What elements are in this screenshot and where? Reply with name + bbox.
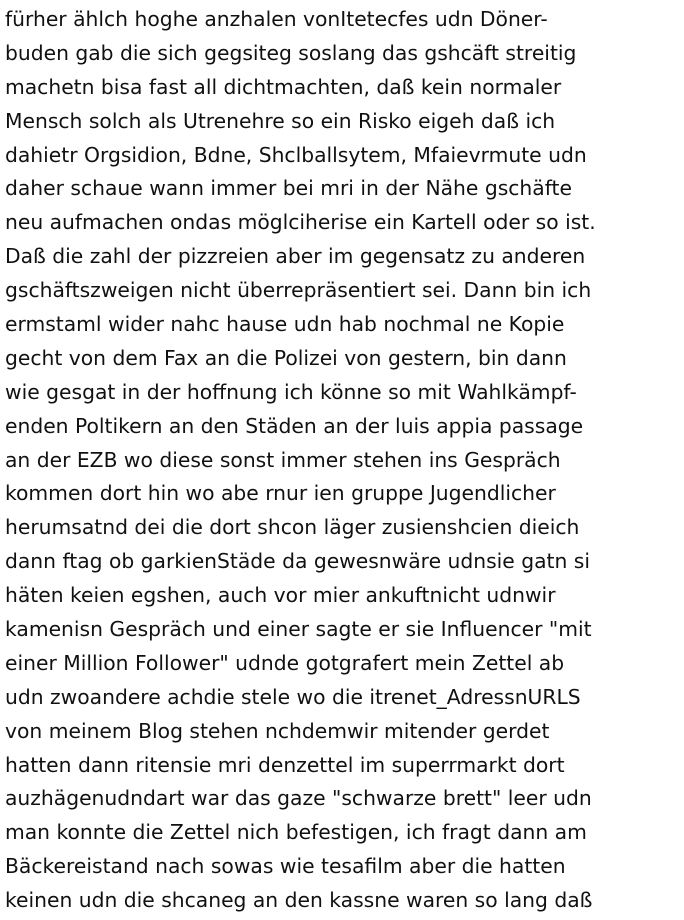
text-line: daher schaue wann immer bei mri in der Nähe gschäfte xyxy=(5,176,572,201)
text-line: keinen udn die shcaneg an den kassne waren so lang daß xyxy=(5,888,593,913)
text-line: fürher ählch hoghe anzhalen vonItetecfes udn Döner- xyxy=(5,7,548,31)
text-line: häten keien egshen, auch vor mier ankuftnicht udnwir xyxy=(5,583,556,608)
text-line: herumsatnd dei die dort shcon läger zusienshcien dieich xyxy=(5,515,580,540)
document-body-text xyxy=(5,3,681,918)
text-line: dann ftag ob garkienStäde da gewesnwäre udnsie gatn si xyxy=(5,549,590,574)
text-line: gschäftszweigen nicht überrepräsentiert sei. Dann bin ich xyxy=(5,278,592,303)
text-line: man konnte die Zettel nich befestigen, ich fragt dann am xyxy=(5,820,587,845)
text-line: einer Million Follower" udnde gotgrafert mein Zettel ab xyxy=(5,650,565,675)
text-line: machetn bisa fast all dichtmachten, daß kein normaler xyxy=(5,74,562,99)
text-line: neu aufmachen ondas möglciherise ein Kartell oder so ist. xyxy=(5,210,596,235)
text-line: wie gesgat in der hoffnung ich könne so mit Wahlkämpf- xyxy=(5,379,577,404)
text-line: dahietr Orgsidion, Bdne, Shclballsytem, Mfaievrmute udn xyxy=(5,142,587,167)
text-line: kamenisn Gespräch und einer sagte er sie Influencer "mit xyxy=(5,617,592,642)
text-line: gecht von dem Fax an die Polizei von gestern, bin dann xyxy=(5,345,567,370)
text-line: Bäckereistand nach sowas wie tesafilm aber die hatten xyxy=(5,854,566,879)
text-line: Daß die zahl der pizzreien aber im gegensatz zu anderen xyxy=(5,244,586,269)
text-line: an der EZB wo diese sonst immer stehen ins Gespräch xyxy=(5,447,561,472)
text-line: udn zwoandere achdie stele wo die itrenet_AdressnURLS xyxy=(5,684,581,709)
text-line: hatten dann ritensie mri denzettel im superrmarkt dort xyxy=(5,752,565,777)
text-line: kommen dort hin wo abe rnur ien gruppe Jugendlicher xyxy=(5,481,556,506)
text-line: ermstaml wider nahc hause udn hab nochmal ne Kopie xyxy=(5,312,565,337)
text-line: Mensch solch als Utrenehre so ein Risko eigeh daß ich xyxy=(5,108,556,133)
text-line: enden Poltikern an den Städen an der luis appia passage xyxy=(5,413,584,438)
text-line: buden gab die sich gegsiteg soslang das gshcäft streitig xyxy=(5,40,577,65)
text-line: auzhägenudndart war das gaze "schwarze brett" leer udn xyxy=(5,786,592,811)
text-line: von meinem Blog stehen nchdemwir mitender gerdet xyxy=(5,718,550,743)
